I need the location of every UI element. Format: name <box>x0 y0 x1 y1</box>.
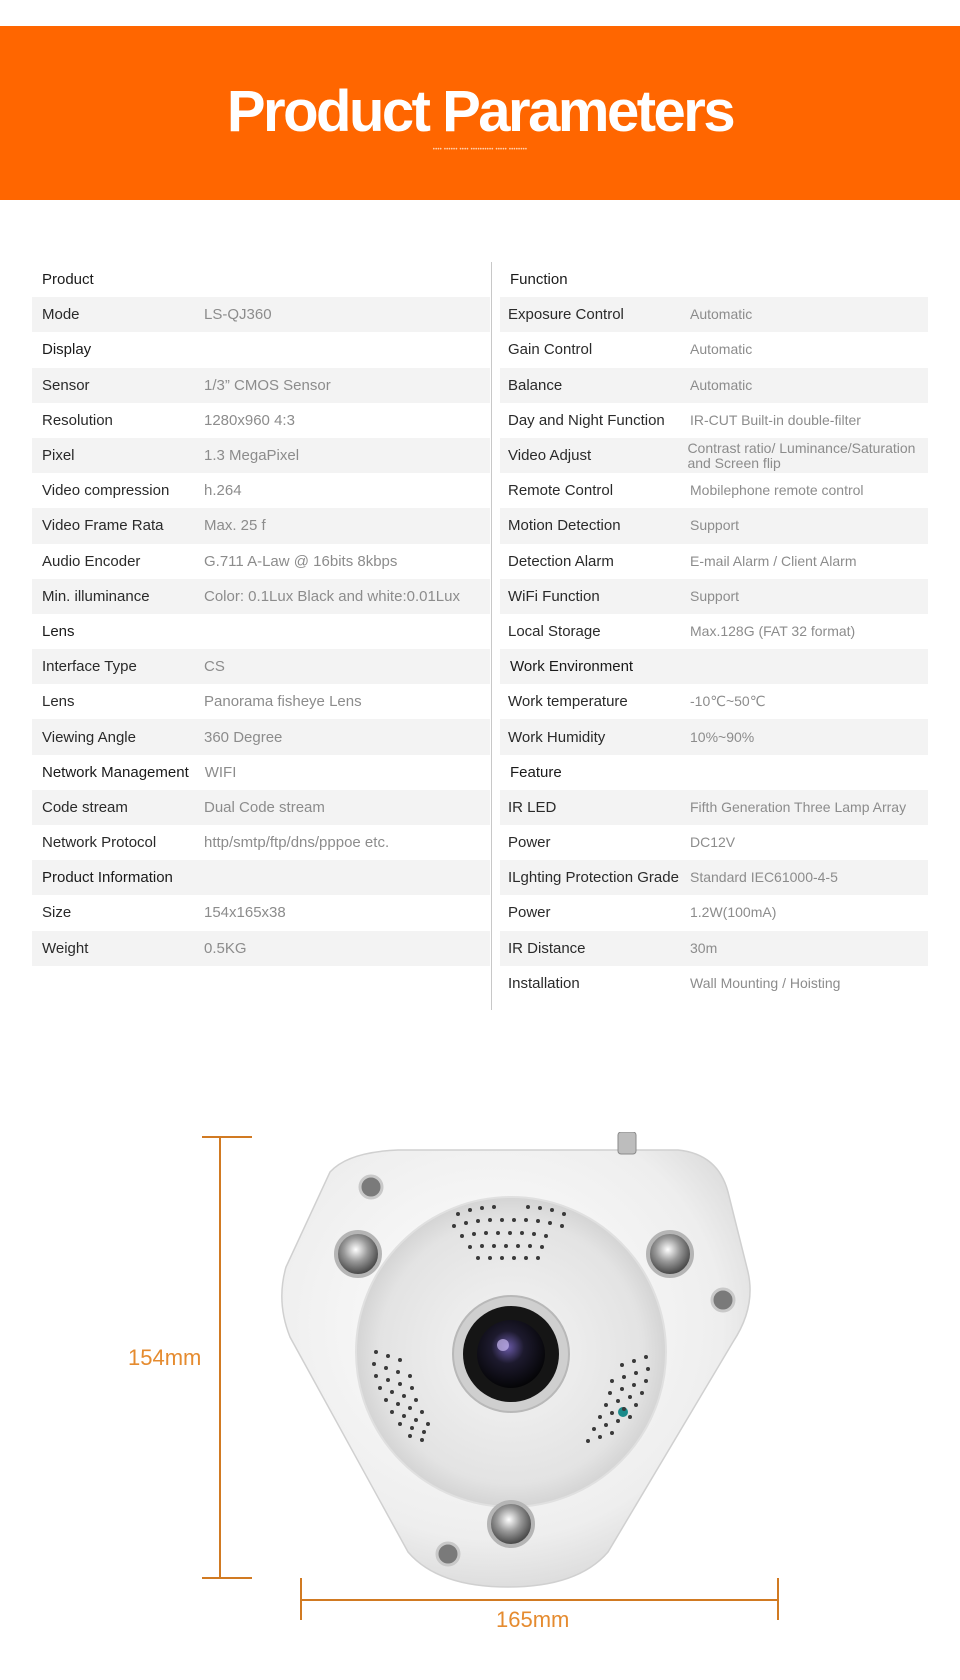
lens <box>477 1320 545 1388</box>
spec-row <box>500 579 928 614</box>
spec-label: IR LED <box>508 798 557 816</box>
spec-value: 154x165x38 <box>204 904 286 922</box>
spec-value: Max. 25 f <box>204 517 266 535</box>
spec-row <box>500 790 928 825</box>
spec-value: Dual Code stream <box>204 798 325 816</box>
section-title: Function <box>510 271 568 289</box>
height-dimension-label: 154mm <box>128 1345 202 1370</box>
spec-value: http/smtp/ftp/dns/pppoe etc. <box>204 834 390 852</box>
spec-row <box>500 438 928 473</box>
section-header <box>32 614 490 649</box>
section-header <box>500 649 928 684</box>
spec-label: Power <box>508 904 551 922</box>
spec-label: Viewing Angle <box>42 728 136 746</box>
spec-label: Local Storage <box>508 622 601 640</box>
section-title: Product Information <box>42 869 173 887</box>
spec-row <box>500 860 928 895</box>
spec-value: Support <box>690 517 740 534</box>
spec-value: Contrast ratio/ Luminance/Saturation and Screen flip <box>687 439 916 471</box>
spec-row <box>500 684 928 719</box>
header-banner <box>0 26 960 200</box>
page-subtitle: •••• •••••• •••• •••••••••• ••••• •••••••• <box>432 147 528 153</box>
spec-row <box>32 719 490 754</box>
spec-value: Automatic <box>690 376 753 393</box>
spec-value: WIFI <box>204 763 237 781</box>
section-title: Product <box>42 271 94 289</box>
spec-value: Automatic <box>690 306 753 323</box>
spec-row <box>32 649 490 684</box>
spec-column-right <box>500 262 928 1001</box>
spec-value: Wall Mounting / Hoisting <box>690 974 841 991</box>
width-dimension-label: 165mm <box>496 1607 570 1632</box>
spec-value: CS <box>204 658 225 676</box>
spec-row <box>32 508 490 543</box>
spec-label: Pixel <box>42 447 75 465</box>
spec-label: Sensor <box>42 376 90 394</box>
spec-value: 360 Degree <box>204 728 283 746</box>
section-title: Feature <box>510 763 562 781</box>
spec-label: Installation <box>508 974 580 992</box>
spec-value: 0.5KG <box>204 939 247 957</box>
spec-label: Balance <box>508 376 563 394</box>
spec-label: Exposure Control <box>508 306 624 324</box>
spec-label: Weight <box>42 939 89 957</box>
spec-row <box>500 297 928 332</box>
spec-row <box>500 332 928 367</box>
spec-row <box>500 368 928 403</box>
spec-row <box>500 966 928 1001</box>
spec-value: E-mail Alarm / Client Alarm <box>690 552 857 569</box>
spec-value: Support <box>690 587 740 604</box>
spec-label: Resolution <box>42 411 113 429</box>
spec-value: 10%~90% <box>690 728 755 745</box>
ir-led-right <box>648 1232 692 1276</box>
screw-hole-top-left <box>360 1176 382 1198</box>
page-title: Product Parameters <box>226 79 734 144</box>
spec-row <box>500 473 928 508</box>
spec-row <box>500 895 928 930</box>
spec-label: Day and Night Function <box>508 411 665 429</box>
spec-value: Automatic <box>690 341 753 358</box>
width-dimension-line <box>300 1599 778 1601</box>
spec-label: Work temperature <box>508 693 628 711</box>
spec-value: G.711 A-Law @ 16bits 8kbps <box>204 552 398 570</box>
column-divider <box>491 262 492 1010</box>
spec-value: IR-CUT Built-in double-filter <box>690 411 861 428</box>
screw-hole-right <box>712 1289 734 1311</box>
spec-label: Lens <box>42 693 75 711</box>
antenna-connector <box>618 1132 636 1154</box>
spec-row <box>32 931 490 966</box>
spec-row <box>32 438 490 473</box>
spec-label: Size <box>42 904 72 922</box>
spec-row <box>32 297 490 332</box>
spec-label: Detection Alarm <box>508 552 614 570</box>
spec-label: Min. illuminance <box>42 587 150 605</box>
section-header <box>500 262 928 297</box>
spec-value: 1.2W(100mA) <box>690 904 777 921</box>
spec-row <box>500 931 928 966</box>
spec-value: Fifth Generation Three Lamp Array <box>690 798 907 815</box>
height-dimension-top-tick <box>202 1136 252 1138</box>
screw-hole-bottom <box>437 1543 459 1565</box>
spec-value: DC12V <box>690 834 736 851</box>
spec-value: 1/3” CMOS Sensor <box>204 376 331 394</box>
spec-label: Remote Control <box>508 482 614 500</box>
ir-led-left <box>336 1232 380 1276</box>
spec-value: Panorama fisheye Lens <box>204 693 362 711</box>
spec-value: Standard IEC61000-4-5 <box>690 869 838 886</box>
spec-row <box>500 719 928 754</box>
width-dimension-right-tick <box>777 1578 779 1620</box>
spec-row <box>32 403 490 438</box>
spec-label: Video compression <box>42 482 170 500</box>
ir-led-bottom <box>489 1502 533 1546</box>
spec-value: Max.128G (FAT 32 format) <box>690 622 856 639</box>
section-title: Lens <box>42 622 75 640</box>
spec-value: 1280x960 4:3 <box>204 411 295 429</box>
section-header <box>32 332 490 367</box>
section-title: Network Management <box>42 763 189 781</box>
spec-row <box>32 368 490 403</box>
spec-row <box>500 825 928 860</box>
spec-row <box>32 544 490 579</box>
spec-row <box>500 403 928 438</box>
section-title: Display <box>42 341 92 359</box>
spec-label: WiFi Function <box>508 587 600 605</box>
height-dimension-line <box>219 1136 221 1579</box>
spec-value: Mobilephone remote control <box>690 482 864 499</box>
spec-row <box>32 579 490 614</box>
spec-row <box>500 614 928 649</box>
spec-label: IR Distance <box>508 939 586 957</box>
spec-label: Video Adjust <box>508 447 592 465</box>
spec-label: Power <box>508 834 551 852</box>
section-header <box>500 755 928 790</box>
height-dimension-bottom-tick <box>202 1577 252 1579</box>
section-title: Work Environment <box>510 658 634 676</box>
spec-label: Interface Type <box>42 658 137 676</box>
spec-value: -10℃~50℃ <box>690 693 766 710</box>
spec-column-left <box>32 262 490 966</box>
spec-row <box>32 473 490 508</box>
spec-row <box>32 684 490 719</box>
spec-value: 30m <box>690 939 718 956</box>
spec-label: Code stream <box>42 798 128 816</box>
fisheye-camera-image <box>278 1132 754 1592</box>
spec-label: Audio Encoder <box>42 552 141 570</box>
spec-value: Color: 0.1Lux Black and white:0.01Lux <box>204 587 460 605</box>
spec-label: Video Frame Rata <box>42 517 164 535</box>
spec-row <box>500 508 928 543</box>
spec-value: h.264 <box>204 482 242 500</box>
spec-label: Motion Detection <box>508 517 621 535</box>
section-header <box>32 860 490 895</box>
spec-label: Work Humidity <box>508 728 606 746</box>
spec-row <box>32 790 490 825</box>
spec-row <box>32 825 490 860</box>
spec-label: ILghting Protection Grade <box>508 869 679 887</box>
section-header <box>32 755 490 790</box>
spec-row <box>32 895 490 930</box>
section-header <box>32 262 490 297</box>
spec-row <box>500 544 928 579</box>
spec-label: Mode <box>42 306 80 324</box>
spec-value: 1.3 MegaPixel <box>204 447 300 465</box>
width-dimension-left-tick <box>300 1578 302 1620</box>
spec-label: Network Protocol <box>42 834 157 852</box>
spec-value: LS-QJ360 <box>204 306 272 324</box>
spec-label: Gain Control <box>508 341 593 359</box>
